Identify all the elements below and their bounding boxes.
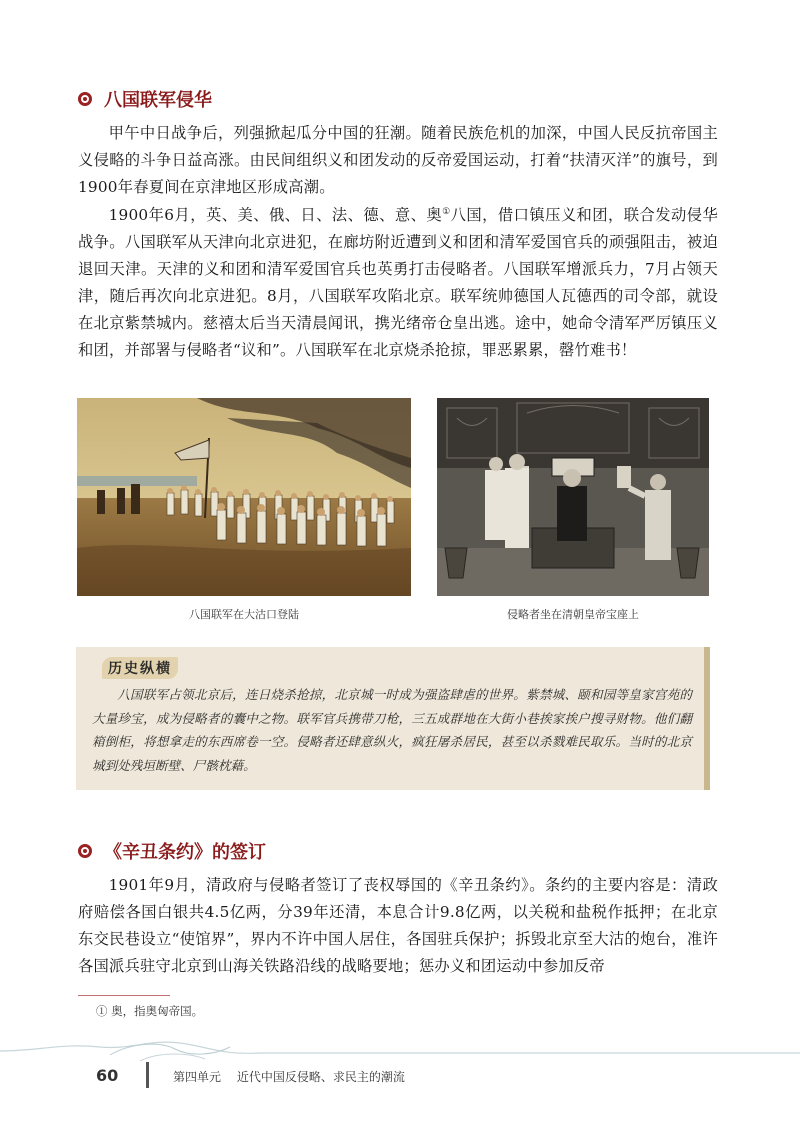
history-sidebar-text: 八国联军占领北京后，连日烧杀抢掠，北京城一时成为强盗肆虐的世界。紫禁城、颐和园等皇家宫苑的大量珍宝，成为侵略者的囊中之物。联军官兵携带刀枪，三五成群地在大街小巷挨家挨户搜寻财物。他们翻箱倒柜，将想拿走的东西席卷一空。侵略者还肆意纵火，疯狂屠杀居民，甚至以杀戮难民取乐。当时的北京城到处残垣断壁、尸骸枕藉。 bbox=[92, 687, 692, 773]
paragraph-treaty: 1901年9月，清政府与侵略者签订了丧权辱国的《辛丑条约》。条约的主要内容是：清政府赔偿各国白银共4.5亿两，分39年还清，本息合计9.8亿两，以关税和盐税作抵押；在北京东交民巷设立“使馆界”，界内不许中国人居住，各国驻兵保护；拆毁北京至大沽的炮台，准许各国派兵驻守北京到山海关铁路沿线的战略要地；惩办义和团运动中参加反帝 bbox=[78, 876, 718, 975]
footnote-marker[interactable]: ① bbox=[442, 206, 451, 217]
paragraph-1: 甲午中日战争后，列强掀起瓜分中国的狂潮。随着民族危机的加深，中国人民反抗帝国主义侵略的斗争日益高涨。由民间组织义和团发动的反帝爱国运动，打着“扶清灭洋”的旗号，到1900年春夏间在京津地区形成高潮。 bbox=[78, 124, 718, 196]
section-title-xinchou-treaty bbox=[78, 838, 266, 864]
section-title-text: 《辛丑条约》的签订 bbox=[104, 842, 266, 863]
caption-right-photo: 侵略者坐在清朝皇帝宝座上 bbox=[507, 608, 639, 621]
photograph-illustration bbox=[437, 398, 709, 596]
page-number: 60 bbox=[96, 1066, 119, 1085]
section-bullet-icon bbox=[78, 92, 92, 106]
footer-divider bbox=[146, 1062, 149, 1088]
history-sidebar-title: 历史纵横 bbox=[102, 657, 178, 679]
caption-left-photo: 八国联军在大沽口登陆 bbox=[189, 608, 299, 621]
history-sidebar-box bbox=[76, 647, 710, 790]
photo-landing-at-dagu bbox=[77, 398, 411, 596]
footnote-text: ① 奥，指奥匈帝国。 bbox=[96, 1004, 204, 1018]
section-title-text: 八国联军侵华 bbox=[104, 90, 212, 111]
painting-illustration bbox=[77, 398, 411, 596]
footnote-divider bbox=[78, 995, 170, 996]
section-title-eight-nation-alliance bbox=[78, 86, 212, 112]
section-bullet-icon bbox=[78, 844, 92, 858]
footer-wave-decoration bbox=[0, 1025, 800, 1065]
footer-unit-title: 第四单元 近代中国反侵略、求民主的潮流 bbox=[173, 1070, 405, 1084]
paragraph-2 bbox=[78, 202, 718, 364]
photo-invaders-on-throne bbox=[437, 398, 709, 596]
paragraph-2-part-1: 1900年6月，英、美、俄、日、法、德、意、奥 bbox=[108, 206, 443, 224]
paragraph-2-part-2: 八国，借口镇压义和团，联合发动侵华战争。八国联军从天津向北京进犯，在廊坊附近遭到义和团和清军爱国官兵的顽强阻击，被迫退回天津。天津的义和团和清军爱国官兵也英勇打击侵略者。八国联军增派兵力，7月占领天津，随后再次向北京进犯。8月，八国联军攻陷北京。联军统帅德国人瓦德西的司令部，就设在北京紫禁城内。慈禧太后当天清晨闻讯，携光绪帝仓皇出逃。途中，她命令清军严厉镇压义和团，并部署与侵略者“议和”。八国联军在北京烧杀抢掠，罪恶累累，罄竹难书！ bbox=[78, 206, 718, 359]
